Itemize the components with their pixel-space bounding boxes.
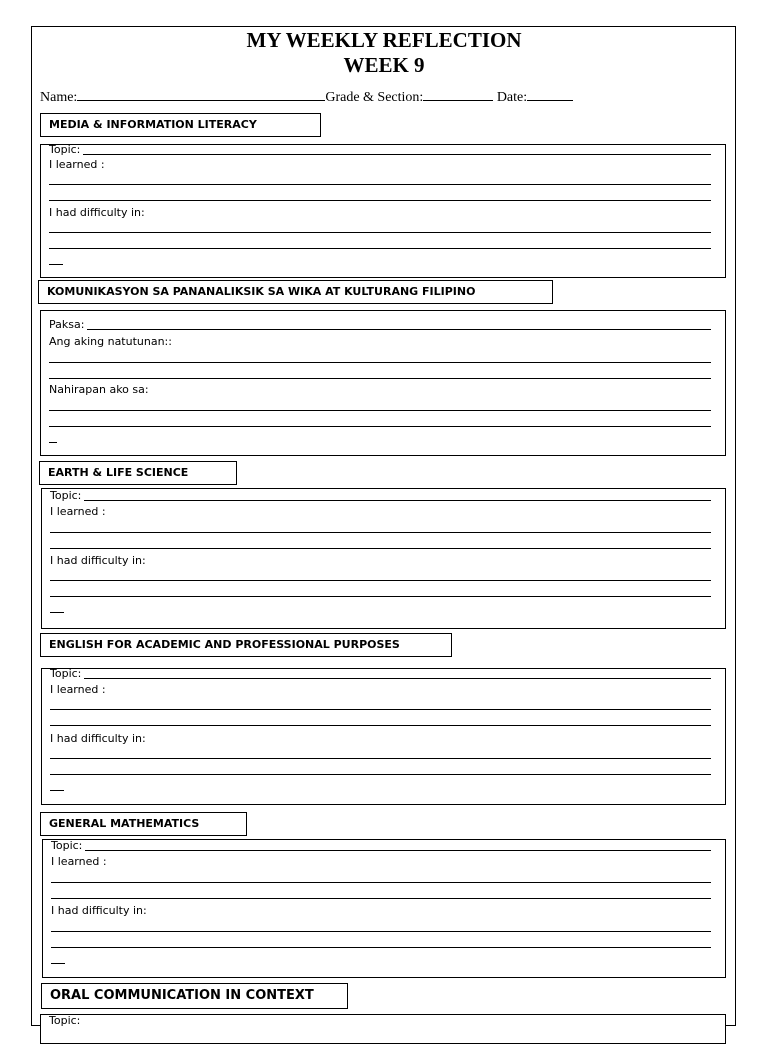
writing-line[interactable] [50, 596, 711, 597]
topic-label: Topic: [49, 144, 83, 156]
reflection-panel [42, 839, 726, 978]
date-label: Date: [496, 90, 528, 105]
writing-line[interactable] [51, 882, 711, 883]
topic-label: Topic: [49, 1014, 83, 1027]
subject-title: EARTH & LIFE SCIENCE [39, 461, 237, 485]
writing-line[interactable] [49, 426, 711, 427]
learned-label: I learned : [51, 855, 110, 868]
topic-label: Paksa: [49, 319, 87, 331]
difficulty-label: Nahirapan ako sa: [49, 383, 152, 396]
topic-field[interactable] [50, 668, 711, 680]
writing-line-end [51, 963, 65, 964]
writing-line[interactable] [50, 580, 711, 581]
writing-line[interactable] [50, 548, 711, 549]
topic-label: Topic: [50, 668, 84, 680]
learned-label: Ang aking natutunan:: [49, 335, 175, 348]
writing-line[interactable] [50, 758, 711, 759]
reflection-panel [41, 488, 726, 629]
writing-line[interactable] [51, 931, 711, 932]
topic-field[interactable] [50, 490, 711, 502]
writing-line[interactable] [49, 410, 711, 411]
writing-line-end [50, 612, 64, 613]
writing-line[interactable] [49, 184, 711, 185]
learned-label: I learned : [49, 158, 108, 171]
reflection-panel [40, 310, 726, 456]
student-info-line [40, 87, 740, 106]
writing-line[interactable] [50, 709, 711, 710]
writing-line-end [50, 790, 64, 791]
topic-field[interactable] [49, 144, 711, 156]
writing-line[interactable] [50, 725, 711, 726]
difficulty-label: I had difficulty in: [49, 206, 148, 219]
reflection-panel [40, 144, 726, 278]
name-field[interactable] [77, 87, 325, 101]
writing-line[interactable] [50, 774, 711, 775]
writing-line[interactable] [49, 200, 711, 201]
page-title: MY WEEKLY REFLECTION [246, 28, 522, 52]
topic-label: Topic: [51, 840, 85, 852]
topic-field[interactable] [49, 319, 711, 331]
subject-title: ORAL COMMUNICATION IN CONTEXT [41, 983, 348, 1009]
writing-line[interactable] [51, 898, 711, 899]
difficulty-label: I had difficulty in: [50, 554, 149, 567]
topic-label: Topic: [50, 490, 84, 502]
subject-title: MEDIA & INFORMATION LITERACY [40, 113, 321, 137]
writing-line[interactable] [49, 362, 711, 363]
writing-line-end [49, 442, 57, 443]
subject-title: ENGLISH FOR ACADEMIC AND PROFESSIONAL PURPOSES [40, 633, 452, 657]
writing-line[interactable] [49, 378, 711, 379]
difficulty-label: I had difficulty in: [50, 732, 149, 745]
reflection-panel [40, 1014, 726, 1044]
date-field[interactable] [527, 87, 573, 101]
writing-line[interactable] [51, 947, 711, 948]
writing-line[interactable] [50, 532, 711, 533]
subject-title: KOMUNIKASYON SA PANANALIKSIK SA WIKA AT KULTURANG FILIPINO [38, 280, 553, 304]
subject-title: GENERAL MATHEMATICS [40, 812, 247, 836]
week-label: WEEK 9 [343, 53, 425, 77]
learned-label: I learned : [50, 505, 109, 518]
name-label: Name: [40, 90, 78, 105]
reflection-panel [41, 668, 726, 805]
learned-label: I learned : [50, 683, 109, 696]
difficulty-label: I had difficulty in: [51, 904, 150, 917]
writing-line-end [49, 264, 63, 265]
writing-line[interactable] [49, 232, 711, 233]
topic-field[interactable] [51, 840, 711, 852]
grade-section-field[interactable] [423, 87, 493, 101]
writing-line[interactable] [49, 248, 711, 249]
grade-section-label: Grade & Section: [325, 90, 424, 105]
